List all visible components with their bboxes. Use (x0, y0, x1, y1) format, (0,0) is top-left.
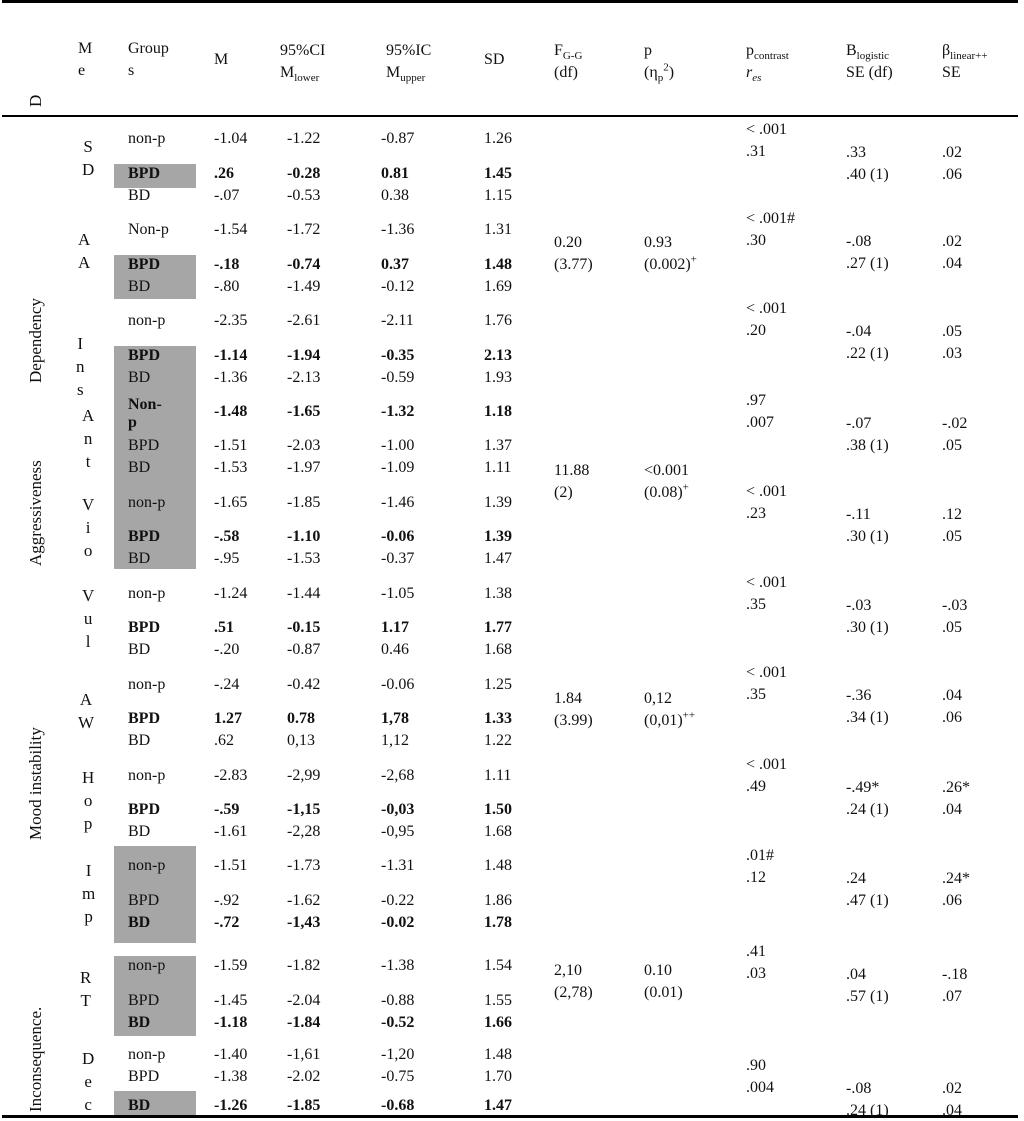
value-cell: -0.59 (381, 369, 415, 386)
group-cell: BD (128, 459, 151, 476)
value-cell: -1.49 (287, 278, 321, 295)
subscale-label: R T (80, 968, 92, 1010)
effect-size: .30 (746, 232, 766, 249)
value-cell: -0.42 (287, 676, 321, 693)
value-cell: -1.53 (287, 550, 321, 567)
value-cell: -1.54 (214, 221, 248, 238)
value-cell: -1.36 (381, 221, 415, 238)
value-cell: -1.24 (214, 585, 248, 602)
group-cell: non-p (128, 676, 166, 693)
value-cell: 1.50 (484, 801, 512, 818)
effect-size: .004 (746, 1079, 774, 1096)
p-value: 0.10 (0.01) (644, 962, 683, 1001)
b-logistic: .33 (846, 144, 866, 161)
value-cell: -0,95 (381, 823, 415, 840)
value-cell: -1.38 (381, 957, 415, 974)
value-cell: -0.12 (381, 278, 415, 295)
value-cell: 1.47 (484, 550, 512, 567)
group-cell: BD (128, 1097, 151, 1114)
header-beta-linear: $\beta_{linear++}$ SE (942, 42, 988, 81)
dimension-label: Inconsequence. (26, 1006, 45, 1112)
value-cell: -1,43 (287, 914, 321, 931)
value-cell: -1.00 (381, 437, 415, 454)
group-cell: BD (128, 550, 151, 567)
beta-linear-se: .07 (942, 988, 962, 1005)
beta-linear: .02 (942, 233, 962, 250)
b-logistic-se: .57 (1) (846, 988, 889, 1005)
value-cell: -1.04 (214, 130, 248, 147)
group-cell: BD (128, 278, 151, 295)
value-cell: 1.11 (484, 459, 512, 476)
beta-linear: .05 (942, 323, 962, 340)
b-logistic: -.07 (846, 415, 872, 432)
b-logistic-se: .22 (1) (846, 345, 889, 362)
value-cell: -1.26 (214, 1097, 248, 1114)
value-cell: -1,61 (287, 1046, 321, 1063)
value-cell: .62 (214, 732, 234, 749)
value-cell: -.92 (214, 892, 240, 909)
value-cell: 1.37 (484, 437, 512, 454)
group-cell: Non-p (128, 221, 169, 238)
value-cell: -1.94 (287, 347, 321, 364)
value-cell: -.95 (214, 550, 240, 567)
dimension-label: Dependency (26, 298, 45, 383)
p-value: 0,12 (0,01)++ (644, 690, 696, 729)
b-logistic: -.36 (846, 687, 872, 704)
group-cell: BD (128, 823, 151, 840)
value-cell: -1.85 (287, 494, 321, 511)
value-cell: -1.18 (214, 1014, 248, 1031)
group-cell: BPD (128, 347, 160, 364)
beta-linear: .02 (942, 1080, 962, 1097)
dimension-label: Aggressiveness (26, 460, 45, 566)
value-cell: -0.06 (381, 528, 415, 545)
group-cell: non-p (128, 494, 166, 511)
value-cell: -1.73 (287, 857, 321, 874)
group-cell: non-p (128, 1046, 166, 1063)
effect-size: .31 (746, 143, 766, 160)
beta-linear-se: .06 (942, 892, 962, 909)
value-cell: 1.15 (484, 187, 512, 204)
value-cell: -0.53 (287, 187, 321, 204)
value-cell: -0,03 (381, 801, 415, 818)
value-cell: -0.06 (381, 676, 415, 693)
group-cell: non-p (128, 130, 166, 147)
value-cell: -1,20 (381, 1046, 415, 1063)
beta-linear-se: .04 (942, 801, 962, 818)
group-cell: BPD (128, 892, 160, 909)
value-cell: -1.72 (287, 221, 321, 238)
value-cell: -1.38 (214, 1068, 248, 1085)
value-cell: -2,28 (287, 823, 321, 840)
p-contrast: < .001 (746, 664, 788, 681)
subscale-label: V i o (82, 495, 95, 560)
value-cell: -1.59 (214, 957, 248, 974)
value-cell: -.18 (214, 256, 240, 273)
value-cell: -1.53 (214, 459, 248, 476)
beta-linear-se: .04 (942, 1102, 962, 1119)
value-cell: 1.77 (484, 619, 512, 636)
value-cell: -1.44 (287, 585, 321, 602)
value-cell: -1.82 (287, 957, 321, 974)
group-cell: non-p (128, 312, 166, 329)
group-cell: non-p (128, 585, 166, 602)
value-cell: 1.39 (484, 528, 512, 545)
header-pcontrast: $p_{contrast}$ $r_{es}$ (746, 42, 789, 85)
value-cell: 1.70 (484, 1068, 512, 1085)
value-cell: -.72 (214, 914, 240, 931)
f-value: 11.88 (2) (554, 462, 590, 501)
p-contrast: .97 (746, 392, 766, 409)
value-cell: 2.13 (484, 347, 512, 364)
beta-linear: .02 (942, 144, 962, 161)
value-cell: -.24 (214, 676, 240, 693)
beta-linear: -.03 (942, 597, 968, 614)
header-groups-1: Group (128, 40, 169, 57)
b-logistic-se: .30 (1) (846, 619, 889, 636)
value-cell: -0.68 (381, 1097, 415, 1114)
subscale-label: I m p (82, 861, 96, 926)
p-contrast: < .001 (746, 756, 788, 773)
group-cell: BD (128, 187, 151, 204)
header-m: M (214, 51, 229, 68)
value-cell: -1.65 (287, 403, 321, 420)
value-cell: -.58 (214, 528, 240, 545)
effect-size: .49 (746, 778, 766, 795)
b-logistic-se: .30 (1) (846, 528, 889, 545)
subscale-label: H o p (82, 768, 95, 833)
value-cell: -1.45 (214, 992, 248, 1009)
value-cell: -0.87 (381, 130, 415, 147)
value-cell: -.07 (214, 187, 240, 204)
p-value: <0.001 (0.08)+ (644, 462, 690, 501)
beta-linear-se: .06 (942, 709, 962, 726)
f-value: 1.84 (3.99) (554, 690, 593, 729)
value-cell: 1.66 (484, 1014, 512, 1031)
value-cell: -1,15 (287, 801, 321, 818)
subscale-label: A n t (82, 406, 95, 471)
group-cell: non-p (128, 767, 166, 784)
subscale-label: A W (78, 690, 95, 732)
beta-linear: -.18 (942, 966, 968, 983)
b-logistic: .24 (846, 870, 866, 887)
value-cell: -1.62 (287, 892, 321, 909)
value-cell: 1.76 (484, 312, 512, 329)
value-cell: 1.25 (484, 676, 512, 693)
value-cell: 1.55 (484, 992, 512, 1009)
beta-linear-se: .06 (942, 166, 962, 183)
group-cell: BPD (128, 165, 160, 182)
value-cell: -2.03 (287, 437, 321, 454)
header-groups-2: s (128, 62, 135, 79)
value-cell: 1.31 (484, 221, 512, 238)
header-ci-lower: 95%CI $M_{lower}$ (280, 42, 326, 85)
group-cell: BPD (128, 256, 160, 273)
value-cell: -0.28 (287, 165, 321, 182)
value-cell: 1.26 (484, 130, 512, 147)
p-contrast: < .001 (746, 121, 788, 138)
group-cell: non-p (128, 857, 166, 874)
value-cell: -1.05 (381, 585, 415, 602)
value-cell: -0.35 (381, 347, 415, 364)
value-cell: -0.88 (381, 992, 415, 1009)
value-cell: -2.02 (287, 1068, 321, 1085)
subscale-label: S D (82, 137, 95, 179)
value-cell: -.20 (214, 641, 240, 658)
beta-linear-se: .05 (942, 619, 962, 636)
header-me-2: e (78, 62, 86, 79)
header-rule (2, 115, 1018, 117)
b-logistic-se: .34 (1) (846, 709, 889, 726)
b-logistic: -.08 (846, 1080, 872, 1097)
value-cell: 1.11 (484, 767, 512, 784)
value-cell: -1.22 (287, 130, 321, 147)
p-contrast: < .001 (746, 483, 788, 500)
value-cell: 0.37 (381, 256, 409, 273)
value-cell: 1.33 (484, 710, 512, 727)
top-rule (2, 0, 1018, 3)
beta-linear-se: .03 (942, 345, 962, 362)
beta-linear-se: .04 (942, 255, 962, 272)
value-cell: 0,13 (287, 732, 315, 749)
value-cell: 1,78 (381, 710, 409, 727)
value-cell: 1.18 (484, 403, 512, 420)
header-ci-upper: 95%IC $M_{upper}$ (386, 42, 432, 85)
value-cell: 1.22 (484, 732, 512, 749)
beta-linear: .04 (942, 687, 962, 704)
f-value: 2,10 (2,78) (554, 962, 593, 1001)
value-cell: -0.22 (381, 892, 415, 909)
b-logistic: .04 (846, 966, 866, 983)
value-cell: 1.39 (484, 494, 512, 511)
value-cell: -1.65 (214, 494, 248, 511)
value-cell: 1.17 (381, 619, 409, 636)
group-cell: BPD (128, 710, 160, 727)
group-cell: BD (128, 369, 151, 386)
value-cell: 1.93 (484, 369, 512, 386)
value-cell: -0.15 (287, 619, 321, 636)
header-b-logistic: $B_{logistic}$ SE (df) (846, 42, 893, 81)
value-cell: -0.37 (381, 550, 415, 567)
effect-size: .03 (746, 965, 766, 982)
value-cell: -.80 (214, 278, 240, 295)
header-f: $F_{G-G}$ (df) (554, 42, 583, 81)
beta-linear-se: .05 (942, 437, 962, 454)
value-cell: 1.27 (214, 710, 242, 727)
subscale-label: V u l (82, 586, 95, 651)
group-cell: BPD (128, 801, 160, 818)
b-logistic-se: .24 (1) (846, 801, 889, 818)
value-cell: -1.14 (214, 347, 248, 364)
value-cell: -1.84 (287, 1014, 321, 1031)
value-cell: -2,68 (381, 767, 415, 784)
value-cell: -1.61 (214, 823, 248, 840)
effect-size: .12 (746, 869, 766, 886)
header-d: D (26, 94, 45, 107)
value-cell: -1.85 (287, 1097, 321, 1114)
p-contrast: < .001# (746, 210, 796, 227)
value-cell: 1.69 (484, 278, 512, 295)
p-contrast: < .001 (746, 300, 788, 317)
beta-linear: .24* (942, 870, 970, 887)
value-cell: -0.74 (287, 256, 321, 273)
header-me-1: M (78, 40, 93, 57)
value-cell: 0.46 (381, 641, 409, 658)
effect-size: .35 (746, 596, 766, 613)
value-cell: -2.35 (214, 312, 248, 329)
effect-size: .35 (746, 686, 766, 703)
group-cell: BD (128, 1014, 151, 1031)
p-contrast: < .001 (746, 574, 788, 591)
group-cell: BPD (128, 619, 160, 636)
p-contrast: .90 (746, 1057, 766, 1074)
group-cell: BPD (128, 1068, 160, 1085)
value-cell: -2.11 (381, 312, 414, 329)
value-cell: -1.40 (214, 1046, 248, 1063)
group-cell: BD (128, 914, 151, 931)
value-cell: -1.10 (287, 528, 321, 545)
b-logistic-se: .38 (1) (846, 437, 889, 454)
value-cell: 1,12 (381, 732, 409, 749)
value-cell: -1.36 (214, 369, 248, 386)
value-cell: 1.47 (484, 1097, 512, 1114)
beta-linear: -.02 (942, 415, 968, 432)
group-cell: BD (128, 641, 151, 658)
value-cell: 1.38 (484, 585, 512, 602)
dimension-label: Mood instability (26, 727, 45, 840)
header-p: p $(\eta_p^2)$ (644, 42, 675, 85)
b-logistic: -.49* (846, 779, 880, 796)
header-sd: SD (484, 51, 505, 68)
value-cell: -2.13 (287, 369, 321, 386)
beta-linear-se: .05 (942, 528, 962, 545)
effect-size: .20 (746, 322, 766, 339)
value-cell: -1.31 (381, 857, 415, 874)
value-cell: -.59 (214, 801, 240, 818)
group-cell: Non-p (128, 396, 162, 431)
value-cell: -0.87 (287, 641, 321, 658)
value-cell: 1.54 (484, 957, 512, 974)
group-cell: BPD (128, 437, 160, 454)
value-cell: 0.78 (287, 710, 315, 727)
value-cell: 1.48 (484, 857, 512, 874)
subscale-label: D e c (82, 1049, 95, 1114)
value-cell: -2.04 (287, 992, 321, 1009)
value-cell: -0.02 (381, 914, 415, 931)
f-value: 0.20 (3.77) (554, 234, 593, 273)
value-cell: -2.83 (214, 767, 248, 784)
group-cell: non-p (128, 957, 166, 974)
value-cell: 1.68 (484, 641, 512, 658)
value-cell: -1.09 (381, 459, 415, 476)
value-cell: -0.52 (381, 1014, 415, 1031)
value-cell: -1.97 (287, 459, 321, 476)
value-cell: -0.75 (381, 1068, 415, 1085)
value-cell: 1.48 (484, 256, 512, 273)
value-cell: 0.38 (381, 187, 409, 204)
beta-linear: .12 (942, 506, 962, 523)
b-logistic-se: .24 (1) (846, 1102, 889, 1119)
value-cell: -2,99 (287, 767, 321, 784)
value-cell: -1.32 (381, 403, 415, 420)
beta-linear: .26* (942, 779, 970, 796)
value-cell: -2.61 (287, 312, 321, 329)
value-cell: .26 (214, 165, 234, 182)
p-contrast: .01# (746, 847, 774, 864)
value-cell: 0.81 (381, 165, 409, 182)
effect-size: .007 (746, 414, 774, 431)
p-contrast: .41 (746, 943, 766, 960)
b-logistic-se: .40 (1) (846, 166, 889, 183)
b-logistic: -.04 (846, 323, 872, 340)
value-cell: -1.46 (381, 494, 415, 511)
group-cell: BPD (128, 528, 160, 545)
b-logistic-se: .47 (1) (846, 892, 889, 909)
subscale-label: I n s (76, 334, 85, 399)
b-logistic: -.03 (846, 597, 872, 614)
b-logistic: -.11 (846, 506, 871, 523)
subscale-label: A A (78, 230, 91, 272)
b-logistic-se: .27 (1) (846, 255, 889, 272)
effect-size: .23 (746, 505, 766, 522)
b-logistic: -.08 (846, 233, 872, 250)
value-cell: 1.48 (484, 1046, 512, 1063)
group-cell: BPD (128, 992, 160, 1009)
value-cell: .51 (214, 619, 234, 636)
value-cell: -1.51 (214, 857, 248, 874)
value-cell: -1.51 (214, 437, 248, 454)
value-cell: 1.78 (484, 914, 512, 931)
value-cell: -1.48 (214, 403, 248, 420)
p-value: 0.93 (0.002)+ (644, 234, 697, 273)
value-cell: 1.86 (484, 892, 512, 909)
value-cell: 1.45 (484, 165, 512, 182)
value-cell: 1.68 (484, 823, 512, 840)
group-highlight (114, 1091, 196, 1115)
group-cell: BD (128, 732, 151, 749)
